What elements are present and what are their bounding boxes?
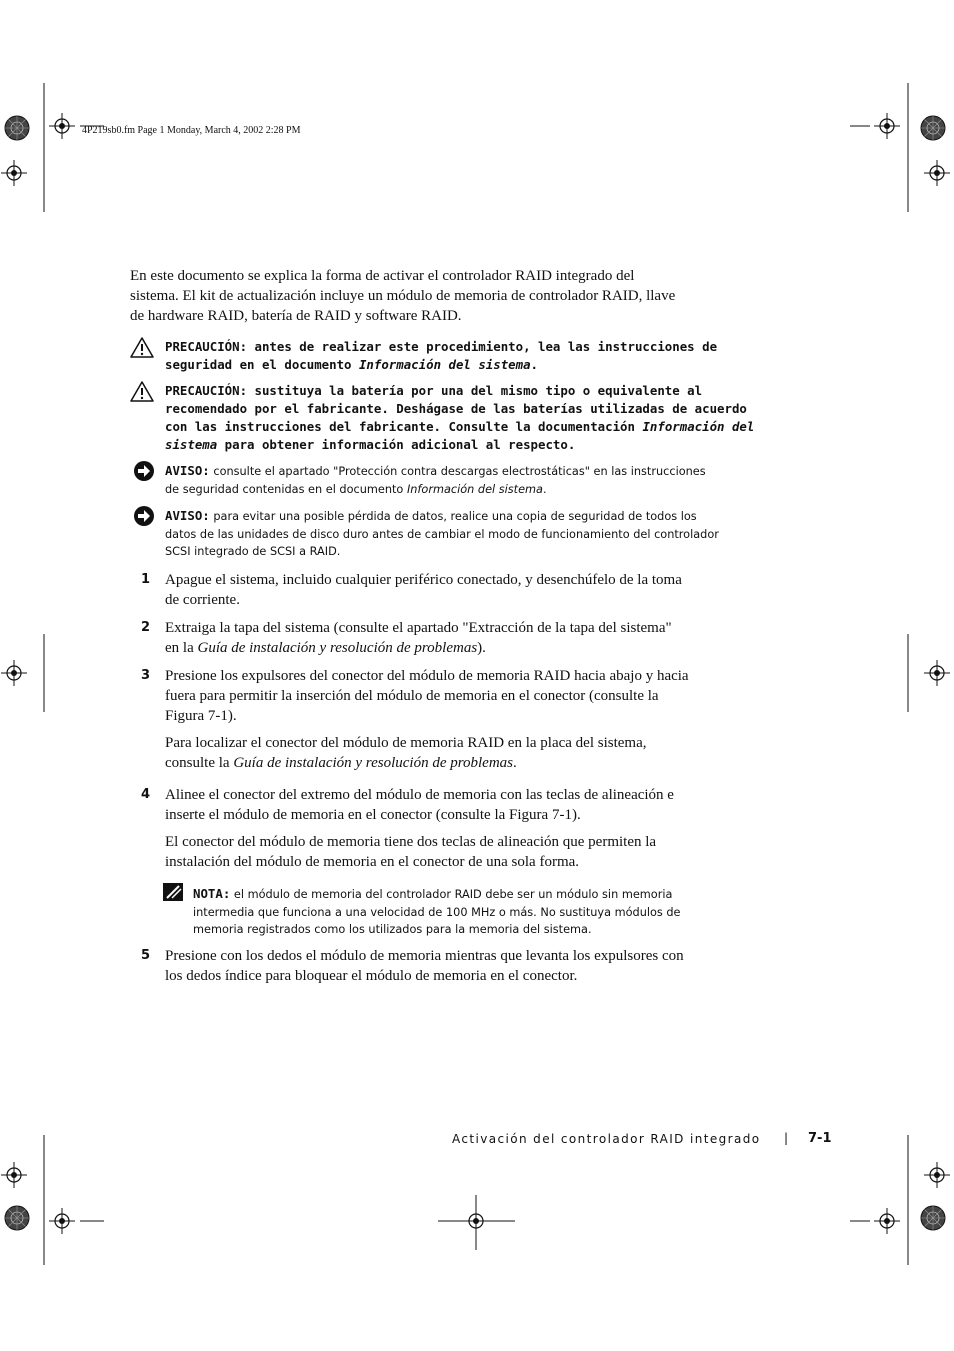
step-line: los dedos índice para bloquear el módulo de memoria en el conector.	[165, 968, 578, 984]
arrow-circle-icon	[133, 505, 155, 527]
caution-2-line: recomendado por el fabricante. Deshágase de las baterías utilizadas de acuerdo	[165, 401, 747, 416]
notice-2-line: SCSI integrado de SCSI a RAID.	[165, 545, 341, 558]
pencil-note-icon	[163, 883, 183, 901]
notice-2	[165, 507, 755, 561]
caution-1-line: PRECAUCIÓN: antes de realizar este procedimiento, lea las instrucciones de	[165, 339, 718, 354]
notice-1-line	[165, 481, 755, 499]
step-line: Para localizar el conector del módulo de memoria RAID en la placa del sistema,	[165, 735, 647, 751]
warning-triangle-icon	[130, 380, 154, 402]
page-number: 7-1	[808, 1131, 832, 1146]
step-4-text	[165, 785, 755, 825]
note-text: el módulo de memoria del controlador RAID debe ser un módulo sin memoria	[230, 888, 673, 901]
step-line	[165, 753, 755, 773]
step-line: fuera para permitir la inserción del módulo de memoria en el conector (consulte la	[165, 688, 659, 704]
step-number: 2	[141, 620, 151, 635]
caution-1-line	[165, 356, 745, 374]
step-line: Extraiga la tapa del sistema (consulte el apartado "Extracción de la tapa del sistema"	[165, 620, 672, 636]
caution-2-doc-title: Información del	[642, 419, 755, 434]
notice-2-label: AVISO:	[165, 508, 210, 523]
step-number: 4	[141, 787, 151, 802]
caution-1-doc-title: Información del sistema	[358, 357, 531, 372]
step-5-text	[165, 946, 755, 986]
caution-2	[165, 382, 755, 454]
step-4-paragraph	[165, 832, 755, 872]
step-text: ).	[477, 640, 486, 656]
step-line: Apague el sistema, incluido cualquier periférico conectado, y desenchúfelo de la toma	[165, 572, 682, 588]
step-line: Alinee el conector del extremo del módulo de memoria con las teclas de alineación e	[165, 787, 674, 803]
step-3-paragraph	[165, 733, 755, 773]
caution-1	[165, 338, 745, 374]
footer-chapter-title: Activación del controlador RAID integrado	[452, 1132, 761, 1146]
intro-line: de hardware RAID, batería de RAID y software RAID.	[130, 308, 462, 324]
step-number: 1	[141, 572, 151, 587]
caution-2-text: con las instrucciones del fabricante. Consulte la documentación	[165, 419, 643, 434]
step-number: 5	[141, 948, 151, 963]
note-line: memoria registrados como los utilizados para la memoria del sistema.	[193, 923, 592, 936]
notice-1-doc-title: Información del sistema	[406, 482, 543, 496]
caution-2-text: para obtener información adicional al respecto.	[217, 437, 576, 452]
note-line	[193, 885, 753, 904]
step-text: consulte la	[165, 755, 234, 771]
caution-2-line	[165, 418, 755, 436]
caution-2-line: PRECAUCIÓN: sustituya la batería por una del mismo tipo o equivalente al	[165, 383, 703, 398]
notice-1-line	[165, 462, 755, 481]
footer-separator: |	[784, 1131, 790, 1145]
step-1-text	[165, 570, 755, 610]
note-label: NOTA:	[193, 886, 231, 901]
caution-1-text: seguridad en el documento	[165, 357, 359, 372]
notice-1-label: AVISO:	[165, 463, 210, 478]
step-text: en la	[165, 640, 198, 656]
notice-1-period: .	[542, 482, 547, 496]
step-line: Presione con los dedos el módulo de memoria mientras que levanta los expulsores con	[165, 948, 684, 964]
step-line: instalación del módulo de memoria en el conector de una sola forma.	[165, 854, 580, 870]
intro-line: En este documento se explica la forma de activar el controlador RAID integrado del	[130, 268, 635, 284]
notice-1	[165, 462, 755, 498]
step-line: El conector del módulo de memoria tiene dos teclas de alineación que permiten la	[165, 834, 657, 850]
step-doc-title: Guía de instalación y resolución de problemas	[233, 755, 514, 771]
step-line: Figura 7-1).	[165, 708, 237, 724]
notice-2-line	[165, 507, 755, 526]
caution-2-doc-title-cont: sistema	[165, 437, 218, 452]
step-line	[165, 638, 755, 658]
note	[193, 885, 753, 939]
step-number: 3	[141, 668, 151, 683]
file-slug: 4P219sb0.fm Page 1 Monday, March 4, 2002 2:28 PM	[82, 125, 301, 136]
intro-line: sistema. El kit de actualización incluye un módulo de memoria de controlador RAID, llave	[130, 288, 676, 304]
step-3-text	[165, 666, 755, 726]
arrow-circle-icon	[133, 460, 155, 482]
step-line: Presione los expulsores del conector del módulo de memoria RAID hacia abajo y hacia	[165, 668, 689, 684]
notice-2-line: datos de las unidades de disco duro antes de cambiar el modo de funcionamiento del controlador	[165, 527, 719, 541]
step-text: .	[513, 755, 517, 771]
notice-1-text: consulte el apartado "Protección contra descargas electrostáticas" en las instrucciones	[209, 465, 706, 478]
note-line: intermedia que funciona a una velocidad de 100 MHz o más. No sustituya módulos de	[193, 905, 681, 919]
notice-1-text: de seguridad contenidas en el documento	[165, 482, 407, 496]
step-doc-title: Guía de instalación y resolución de problemas	[197, 640, 478, 656]
caution-1-period: .	[530, 357, 539, 372]
step-2-text	[165, 618, 755, 658]
warning-triangle-icon	[130, 336, 154, 358]
step-line: inserte el módulo de memoria en el conector (consulte la Figura 7-1).	[165, 807, 581, 823]
intro-paragraph	[130, 266, 740, 326]
step-line: de corriente.	[165, 592, 240, 608]
notice-2-text: para evitar una posible pérdida de datos, realice una copia de seguridad de todos los	[209, 510, 697, 523]
caution-2-line	[165, 436, 755, 454]
